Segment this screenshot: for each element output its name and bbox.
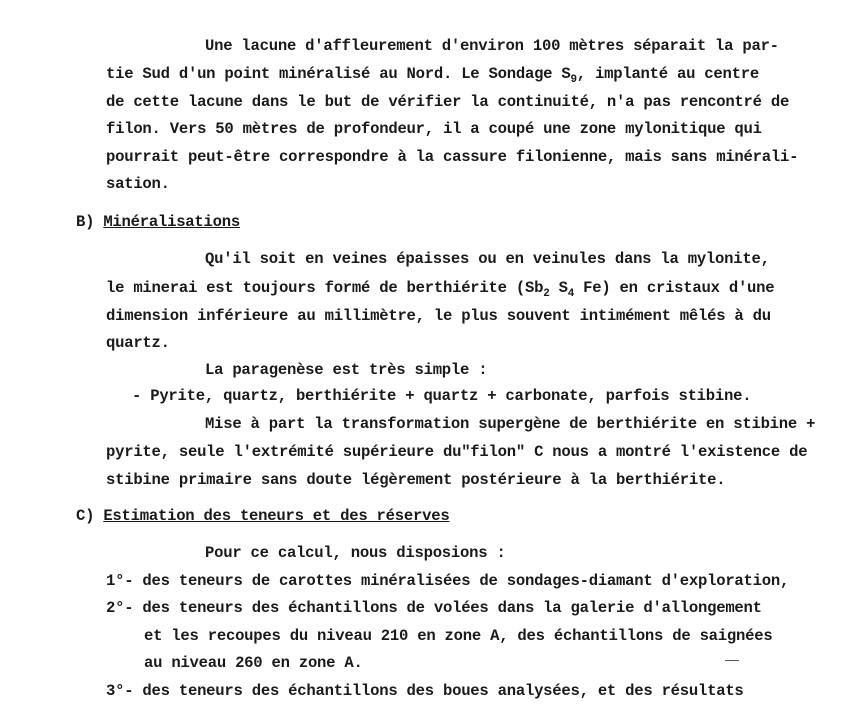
text-line: filon. Vers 50 mètres de profondeur, il a coupé une zone mylonitique qui [106,120,762,138]
text-line: La paragenèse est très simple : [205,361,488,379]
text-line: stibine primaire sans doute légèrement postérieure à la berthiérite. [106,471,726,489]
text-segment: le minerai est toujours formé de berthiérite (Sb [106,279,544,297]
text-line: Pour ce calcul, nous disposions : [205,544,506,562]
formula-subscript: 4 [567,288,574,300]
section-c-heading [76,506,449,526]
text-line [106,278,774,298]
text-line: Qu'il soit en veines épaisses ou en veinules dans la mylonite, [205,250,770,268]
text-line: pourrait peut-être correspondre à la cassure filonienne, mais sans minérali- [106,148,799,166]
section-label: B) [76,213,95,231]
text-line: Une lacune d'affleurement d'environ 100 mètres séparait la par- [205,37,779,55]
text-segment: , implanté au centre [576,65,759,83]
text-line: au niveau 260 en zone A. [144,654,363,672]
text-line: de cette lacune dans le but de vérifier la continuité, n'a pas rencontré de [106,93,790,111]
section-title: Estimation des teneurs et des réserves [103,507,450,525]
list-item: 3°- des teneurs des échantillons des boues analysées, et des résultats [106,682,744,700]
section-title: Minéralisations [103,213,240,231]
text-line: sation. [106,175,170,193]
list-item: 1°- des teneurs de carottes minéralisées de sondages-diamant d'exploration, [106,572,790,590]
text-line [106,64,759,84]
text-line: pyrite, seule l'extrémité supérieure du"filon" C nous a montré l'existence de [106,443,808,461]
text-segment: Fe) en cristaux d'une [574,279,775,297]
text-line: dimension inférieure au millimètre, le plus souvent intimément mêlés à du [106,307,771,325]
text-line: et les recoupes du niveau 210 en zone A, des échantillons de saignées [144,627,773,645]
formula-subscript: 2 [543,288,550,300]
text-segment: tie Sud d'un point minéralisé au Nord. Le Sondage S [106,65,571,83]
text-line: Mise à part la transformation supergène de berthiérite en stibine + [205,415,816,433]
list-item: 2°- des teneurs des échantillons de volées dans la galerie d'allongement [106,599,762,617]
scan-mark [725,660,739,661]
section-label: C) [76,507,95,525]
section-b-heading [76,212,240,232]
sondage-index: 9 [570,74,577,86]
text-line: quartz. [106,334,170,352]
text-segment: S [549,279,568,297]
list-item: - Pyrite, quartz, berthiérite + quartz + carbonate, parfois stibine. [132,387,752,405]
